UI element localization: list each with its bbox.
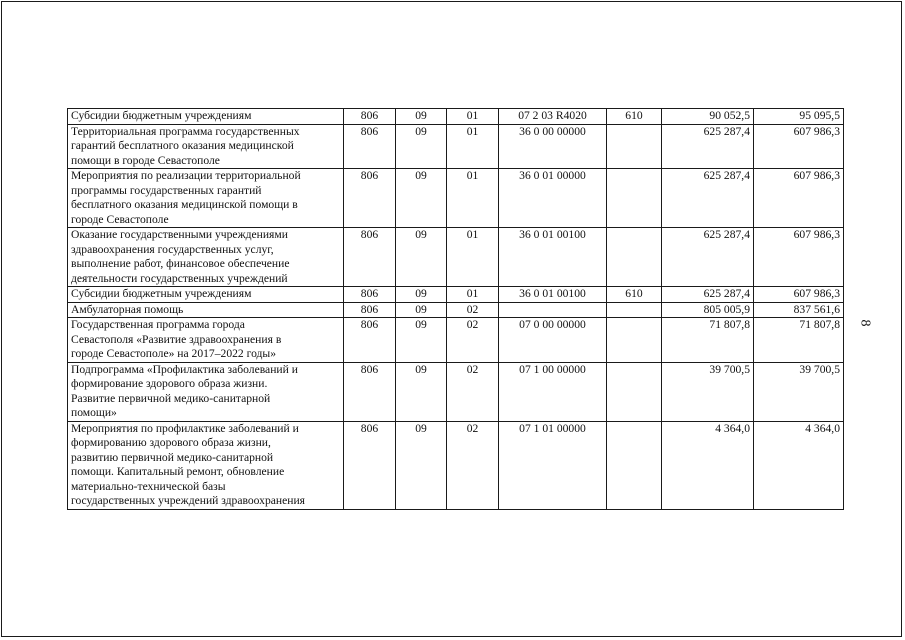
cell-name: Мероприятия по реализации территориальной программы государственных гарантий бесплатного оказания медицинской помощи в городе Севастополе <box>68 169 344 228</box>
cell-sum-year-2: 837 561,6 <box>754 302 844 318</box>
cell-ministry-code: 806 <box>344 169 396 228</box>
cell-sum-year-2: 607 986,3 <box>754 287 844 303</box>
cell-subsection-code: 01 <box>447 228 499 287</box>
cell-section-code: 09 <box>396 169 447 228</box>
cell-subsection-code: 01 <box>447 124 499 169</box>
cell-name: Государственная программа города Севастополя «Развитие здравоохранения в городе Севастополе» на 2017–2022 годы» <box>68 318 344 363</box>
cell-expense-type <box>607 169 662 228</box>
cell-name: Оказание государственными учреждениями здравоохранения государственных услуг, выполнение работ, финансовое обеспечение деятельности государственных учреждений <box>68 228 344 287</box>
cell-sum-year-1: 625 287,4 <box>662 124 754 169</box>
cell-ministry-code: 806 <box>344 302 396 318</box>
cell-subsection-code: 02 <box>447 362 499 421</box>
cell-target-article: 36 0 01 00000 <box>499 169 607 228</box>
table-row <box>68 287 844 303</box>
cell-expense-type <box>607 362 662 421</box>
cell-section-code: 09 <box>396 109 447 125</box>
cell-sum-year-2: 607 986,3 <box>754 124 844 169</box>
budget-table <box>67 108 844 510</box>
cell-sum-year-2: 95 095,5 <box>754 109 844 125</box>
cell-sum-year-2: 71 807,8 <box>754 318 844 363</box>
page-number: 8 <box>857 319 873 327</box>
cell-target-article: 07 1 00 00000 <box>499 362 607 421</box>
cell-sum-year-1: 71 807,8 <box>662 318 754 363</box>
cell-section-code: 09 <box>396 421 447 509</box>
cell-target-article: 07 1 01 00000 <box>499 421 607 509</box>
cell-sum-year-2: 4 364,0 <box>754 421 844 509</box>
cell-ministry-code: 806 <box>344 362 396 421</box>
table-row <box>68 421 844 509</box>
cell-section-code: 09 <box>396 362 447 421</box>
table-row <box>68 318 844 363</box>
cell-ministry-code: 806 <box>344 109 396 125</box>
cell-target-article: 36 0 01 00100 <box>499 228 607 287</box>
cell-name: Субсидии бюджетным учреждениям <box>68 287 344 303</box>
cell-subsection-code: 01 <box>447 109 499 125</box>
cell-section-code: 09 <box>396 302 447 318</box>
cell-sum-year-1: 625 287,4 <box>662 287 754 303</box>
cell-sum-year-1: 625 287,4 <box>662 228 754 287</box>
cell-target-article: 07 2 03 R4020 <box>499 109 607 125</box>
cell-ministry-code: 806 <box>344 124 396 169</box>
cell-name: Мероприятия по профилактике заболеваний и формированию здорового образа жизни, развитию первичной медико-санитарной помощи. Капитальный ремонт, обновление материально-технической базы государственных учреждений здравоохранения <box>68 421 344 509</box>
cell-subsection-code: 02 <box>447 302 499 318</box>
cell-sum-year-1: 805 005,9 <box>662 302 754 318</box>
cell-ministry-code: 806 <box>344 421 396 509</box>
cell-name: Территориальная программа государственных гарантий бесплатного оказания медицинской помощи в городе Севастополе <box>68 124 344 169</box>
cell-subsection-code: 02 <box>447 318 499 363</box>
cell-target-article <box>499 302 607 318</box>
cell-sum-year-1: 625 287,4 <box>662 169 754 228</box>
cell-subsection-code: 01 <box>447 287 499 303</box>
budget-table-body <box>68 109 844 510</box>
cell-section-code: 09 <box>396 124 447 169</box>
cell-sum-year-1: 39 700,5 <box>662 362 754 421</box>
cell-subsection-code: 02 <box>447 421 499 509</box>
cell-sum-year-1: 4 364,0 <box>662 421 754 509</box>
table-row <box>68 362 844 421</box>
cell-expense-type: 610 <box>607 287 662 303</box>
cell-expense-type <box>607 228 662 287</box>
cell-target-article: 36 0 01 00100 <box>499 287 607 303</box>
cell-subsection-code: 01 <box>447 169 499 228</box>
cell-ministry-code: 806 <box>344 228 396 287</box>
cell-target-article: 07 0 00 00000 <box>499 318 607 363</box>
cell-section-code: 09 <box>396 287 447 303</box>
cell-section-code: 09 <box>396 228 447 287</box>
cell-section-code: 09 <box>396 318 447 363</box>
table-row <box>68 109 844 125</box>
cell-expense-type <box>607 302 662 318</box>
cell-ministry-code: 806 <box>344 318 396 363</box>
cell-expense-type: 610 <box>607 109 662 125</box>
cell-target-article: 36 0 00 00000 <box>499 124 607 169</box>
cell-sum-year-2: 607 986,3 <box>754 169 844 228</box>
cell-name: Амбулаторная помощь <box>68 302 344 318</box>
cell-ministry-code: 806 <box>344 287 396 303</box>
cell-name: Подпрограмма «Профилактика заболеваний и формирование здорового образа жизни. Развитие первичной медико-санитарной помощи» <box>68 362 344 421</box>
table-row <box>68 302 844 318</box>
cell-sum-year-2: 607 986,3 <box>754 228 844 287</box>
cell-sum-year-2: 39 700,5 <box>754 362 844 421</box>
table-row <box>68 124 844 169</box>
cell-expense-type <box>607 318 662 363</box>
cell-name: Субсидии бюджетным учреждениям <box>68 109 344 125</box>
cell-sum-year-1: 90 052,5 <box>662 109 754 125</box>
table-row <box>68 228 844 287</box>
cell-expense-type <box>607 421 662 509</box>
cell-expense-type <box>607 124 662 169</box>
table-row <box>68 169 844 228</box>
